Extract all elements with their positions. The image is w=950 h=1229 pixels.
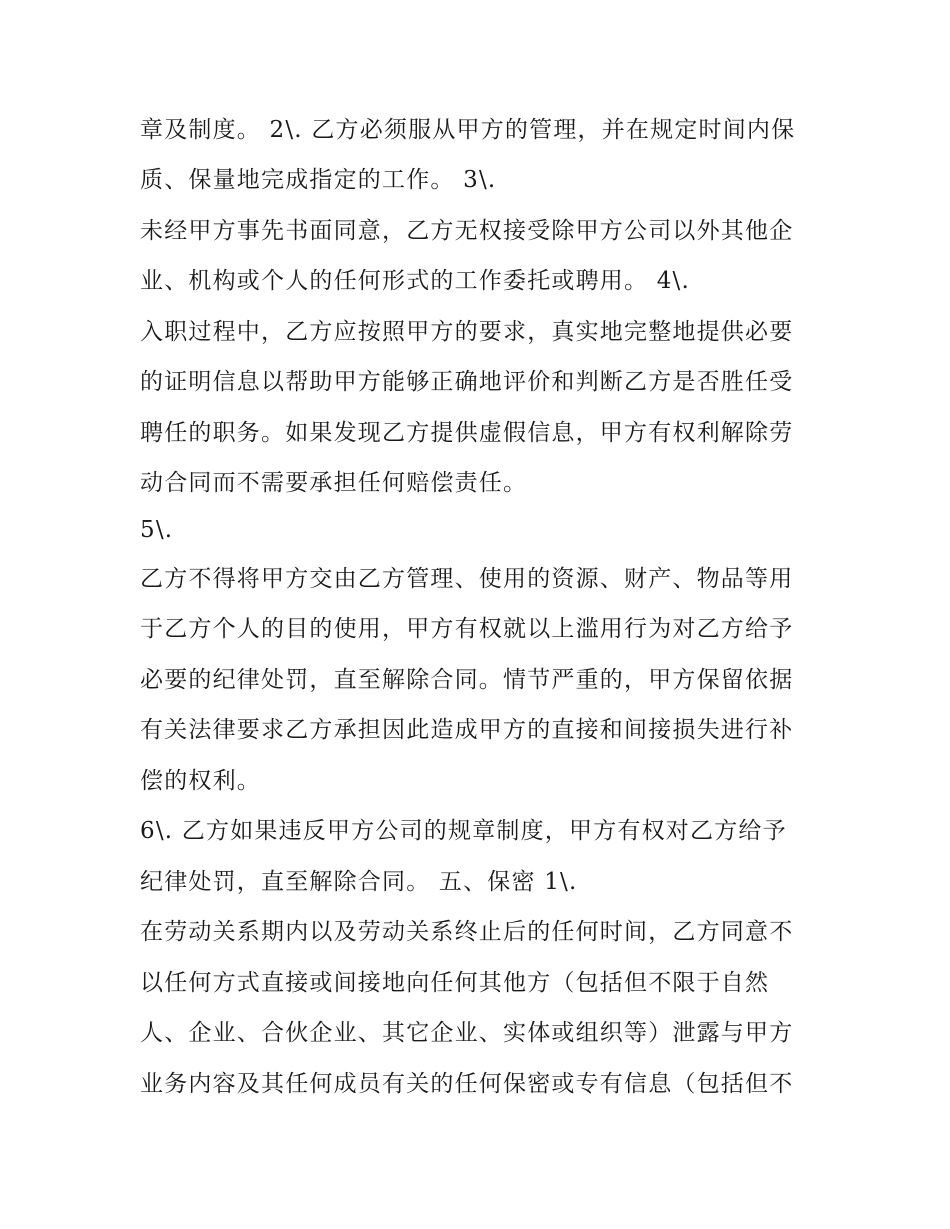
text-line: 质、保量地完成指定的工作。 3\. — [140, 167, 497, 193]
text-line: 的证明信息以帮助甲方能够正确地评价和判断乙方是否胜任受 — [140, 369, 794, 395]
text-line: 必要的纪律处罚，直至解除合同。情节严重的，甲方保留依据 — [140, 667, 794, 693]
text-line: 乙方不得将甲方交由乙方管理、使用的资源、财产、物品等用 — [140, 566, 794, 592]
text-line: 人、企业、合伙企业、其它企业、实体或组织等）泄露与甲方 — [140, 1020, 794, 1046]
text-line: 偿的权利。 — [140, 768, 261, 794]
text-line: 在劳动关系期内以及劳动关系终止后的任何时间，乙方同意不 — [140, 919, 794, 945]
text-line: 聘任的职务。如果发现乙方提供虚假信息，甲方有权利解除劳 — [140, 420, 794, 446]
text-line: 以任何方式直接或间接地向任何其他方（包括但不限于自然 — [140, 970, 770, 996]
text-line: 业务内容及其任何成员有关的任何保密或专有信息（包括但不 — [140, 1071, 794, 1097]
text-line: 6\. 乙方如果违反甲方公司的规章制度，甲方有权对乙方给予 — [140, 818, 787, 844]
text-line: 动合同而不需要承担任何赔偿责任。 — [140, 470, 528, 496]
text-line: 入职过程中，乙方应按照甲方的要求，真实地完整地提供必要 — [140, 319, 794, 345]
text-line: 章及制度。 2\. 乙方必须服从甲方的管理，并在规定时间内保 — [140, 117, 796, 143]
text-line: 有关法律要求乙方承担因此造成甲方的直接和间接损失进行补 — [140, 717, 794, 743]
text-line: 于乙方个人的目的使用，甲方有权就以上滥用行为对乙方给予 — [140, 616, 794, 642]
text-line: 纪律处罚，直至解除合同。 五、保密 1\. — [140, 869, 578, 895]
text-line: 业、机构或个人的任何形式的工作委托或聘用。 4\. — [140, 268, 691, 294]
text-line: 5\. — [140, 517, 174, 543]
text-line: 未经甲方事先书面同意，乙方无权接受除甲方公司以外其他企 — [140, 218, 794, 244]
